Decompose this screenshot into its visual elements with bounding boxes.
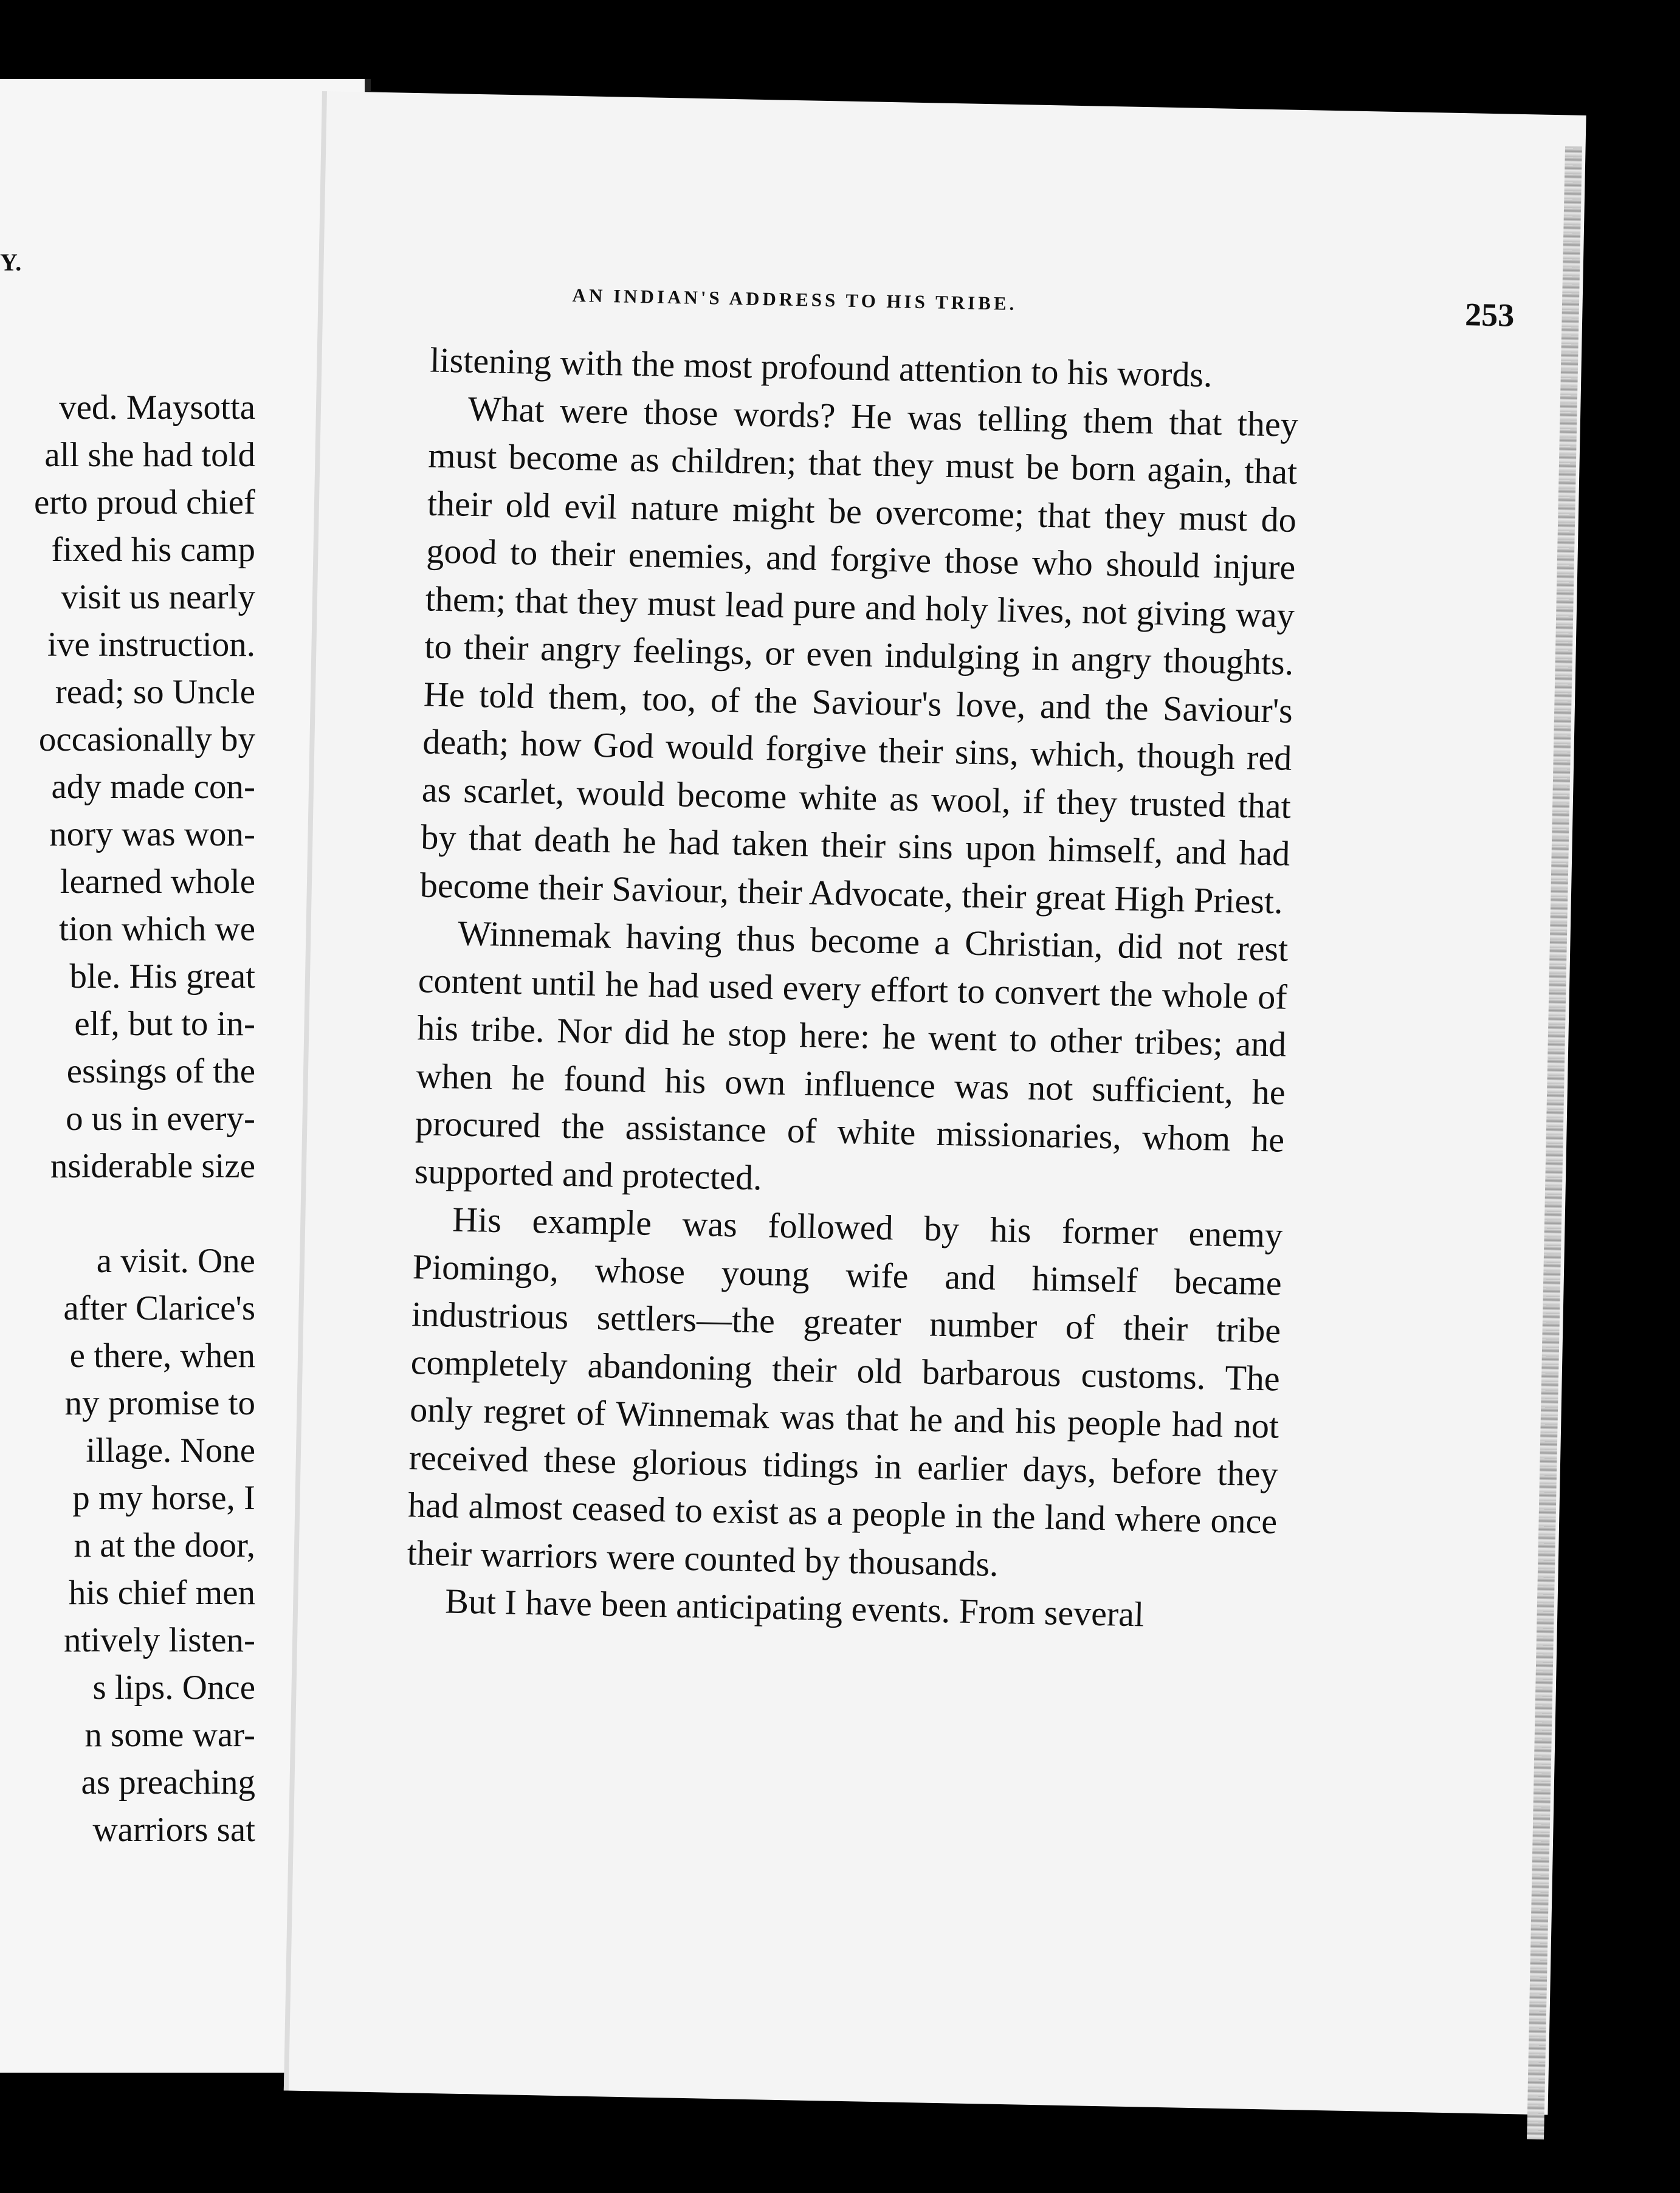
left-text-line: elf, but to in- bbox=[74, 1005, 255, 1043]
right-page bbox=[284, 91, 1586, 2115]
left-text-line: n some war- bbox=[84, 1716, 255, 1754]
left-text-line: e there, when bbox=[69, 1337, 255, 1375]
running-head: AN INDIAN'S ADDRESS TO HIS TRIBE. bbox=[572, 284, 1017, 315]
left-text-line: his chief men bbox=[68, 1574, 255, 1612]
left-text-line: all she had told bbox=[44, 436, 255, 474]
left-text-line: o us in every- bbox=[66, 1100, 255, 1138]
left-text-line: ved. Maysotta bbox=[59, 388, 255, 427]
page-body bbox=[406, 336, 1300, 1641]
left-text-line: essings of the bbox=[66, 1052, 255, 1090]
left-text-line: ive instruction. bbox=[47, 625, 255, 664]
paragraph: Winnemak having thus become a Christian, did not rest content until he had used every effort to convert the whole of his tribe. Nor did he stop here: he went to other tribes; and when he found his own influence was not sufficient, he procured the assistance of white missionaries, whom he supported and protected. bbox=[414, 913, 1289, 1197]
left-text-line: warriors sat bbox=[92, 1811, 255, 1849]
left-text-line: as preaching bbox=[81, 1763, 255, 1802]
left-text-line: occasionally by bbox=[38, 720, 255, 759]
paragraph: What were those words? He was telling them that they must become as children; that they must be born again, that their old evil nature might be overcome; that they must do good to their enemies, and forgive those who should injure them; that they must lead pure and holy lives, not giving way to their angry feelings, or even indulging in angry thoughts. He told them, too, of the Saviour's love, and the Saviour's death; how God would forgive their sins, which, though red as scarlet, would become white as wool, if they trusted that by that death he had taken their sins upon himself, and had become their Saviour, their Advocate, their great High Priest. bbox=[419, 388, 1299, 921]
left-text-line: s lips. Once bbox=[92, 1668, 255, 1707]
left-text-line: learned whole bbox=[60, 862, 255, 901]
left-text-line: erto proud chief bbox=[33, 483, 255, 522]
left-text-line: after Clarice's bbox=[63, 1289, 255, 1327]
left-text-line: fixed his camp bbox=[51, 531, 255, 569]
left-text-line: nsiderable size bbox=[50, 1147, 255, 1185]
paragraph: But I have been anticipating events. From several bbox=[444, 1581, 1145, 1634]
left-text-line: a visit. One bbox=[96, 1242, 255, 1280]
left-text-line: n at the door, bbox=[74, 1526, 255, 1565]
left-text-line: read; so Uncle bbox=[55, 673, 255, 711]
left-text-line: visit us nearly bbox=[61, 578, 255, 616]
page-number: 253 bbox=[1464, 296, 1515, 334]
left-text-line: nory was won- bbox=[49, 815, 255, 853]
left-text-line: ny promise to bbox=[64, 1384, 255, 1422]
left-text-line: tion which we bbox=[59, 910, 255, 948]
left-text-line: ntively listen- bbox=[63, 1621, 255, 1659]
paragraph: His example was followed by his former enemy Piomingo, whose young wife and himself became industrious settlers—the greater number of their tribe completely abandoning their old barbarous customs. The only regret of Winnemak was that he and his people had not received these glorious tidings in earlier days, before they had almost ceased to exist as a people in the land where once their warriors were counted by thousands. bbox=[407, 1199, 1283, 1584]
left-text-gap bbox=[34, 1190, 255, 1238]
paragraph: listening with the most profound attention to his words. bbox=[429, 340, 1213, 395]
left-text-line: ble. His great bbox=[69, 957, 255, 996]
left-page-text bbox=[34, 384, 255, 1854]
left-text-line: ady made con- bbox=[51, 768, 255, 806]
left-text-line: p my horse, I bbox=[72, 1479, 255, 1517]
left-text-line: illage. None bbox=[86, 1431, 255, 1470]
left-running-head: Y. bbox=[0, 249, 22, 276]
